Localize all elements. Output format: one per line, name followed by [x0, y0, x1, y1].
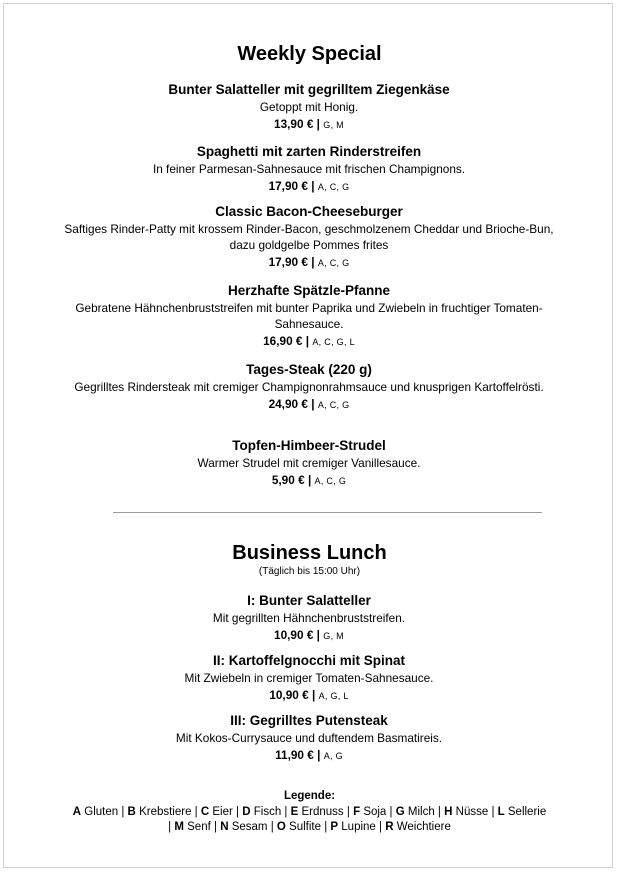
legend-code: C	[200, 806, 210, 818]
item-description: Gebratene Hähnchenbruststreifen mit bunter Paprika und Zwiebeln in fruchtiger Tomaten-Sahnesauce.	[75, 301, 543, 331]
legend-entry	[128, 806, 192, 818]
menu-item	[60, 82, 558, 133]
price-separator: |	[316, 117, 320, 131]
legend-code: F	[353, 806, 361, 818]
item-price: 24,90 €	[268, 397, 308, 411]
item-description: Gegrilltes Rindersteak mit cremiger Champignonrahmsauce und knusprigen Kartoffelrösti.	[74, 380, 544, 394]
item-price-line	[60, 178, 558, 195]
legend-label: Soja	[363, 806, 387, 818]
item-price-line	[60, 116, 558, 133]
legend-entry	[330, 821, 375, 833]
item-allergens: A, C, G	[314, 476, 347, 486]
legend-code: P	[330, 821, 339, 833]
legend-label: Lupine	[341, 821, 376, 833]
legend-title: Legende:	[283, 790, 336, 802]
price-separator: |	[305, 334, 310, 348]
legend-entry	[396, 806, 435, 818]
legend-code: M	[174, 821, 184, 833]
item-price-line	[60, 747, 558, 764]
price-separator: |	[311, 397, 315, 411]
item-price: 17,90 €	[268, 255, 308, 269]
item-name: II: Kartoffelgnocchi mit Spinat	[212, 653, 405, 668]
legend-entry	[277, 821, 321, 833]
item-price-line	[60, 472, 558, 489]
legend-code: A	[72, 806, 82, 818]
menu-item	[60, 362, 558, 413]
legend-entry	[242, 806, 281, 818]
legend-label: Erdnuss	[301, 806, 344, 818]
price-separator: |	[311, 255, 315, 269]
menu-item	[60, 438, 558, 489]
legend-entry	[385, 821, 451, 833]
menu-item	[60, 653, 558, 704]
allergen-legend: A Gluten | B Krebstiere | C Eier | D Fisch | E Erdnuss | F Soja | G Milch | H Nüsse | L Sellerie | M Senf | N Sesam | O Sulfite | P Lupine | R Weichtiere	[72, 806, 547, 833]
legend-code: N	[220, 821, 229, 833]
item-description: Mit gegrillten Hähnchenbruststreifen.	[212, 611, 406, 625]
item-price-line	[60, 254, 558, 271]
item-allergens: G, M	[323, 120, 344, 130]
price-separator: |	[317, 748, 321, 762]
menu-item	[60, 713, 558, 764]
item-price: 10,90 €	[269, 688, 309, 702]
item-name: Tages-Steak (220 g)	[246, 362, 372, 377]
item-price-line	[60, 627, 558, 644]
item-name: Bunter Salatteller mit gegrilltem Ziegenkäse	[168, 82, 450, 97]
legend-label: Nüsse	[455, 806, 489, 818]
legend-label: Fisch	[253, 806, 282, 818]
legend-entry	[291, 806, 344, 818]
menu-item	[60, 593, 558, 644]
item-description: Saftiges Rinder-Patty mit krossem Rinder-Bacon, geschmolzenem Cheddar und Brioche-Bun, dazu goldgelbe Pommes frites	[64, 222, 554, 252]
menu-item	[60, 204, 558, 271]
legend-entry	[220, 821, 267, 833]
legend-label: Krebstiere	[139, 806, 192, 818]
item-price-line	[60, 333, 558, 350]
item-name: I: Bunter Salatteller	[247, 593, 371, 608]
item-price: 17,90 €	[268, 179, 308, 193]
item-allergens: A, G, L	[318, 691, 349, 701]
legend-label: Sulfite	[289, 821, 322, 833]
item-allergens: A, G	[323, 751, 343, 761]
item-price: 5,90 €	[271, 473, 305, 487]
business-lunch-subtitle: (Täglich bis 15:00 Uhr)	[258, 566, 361, 577]
item-allergens: A, C, G	[317, 258, 350, 268]
price-separator: |	[307, 473, 312, 487]
legend-label: Milch	[407, 806, 435, 818]
legend-code: O	[276, 821, 286, 833]
price-separator: |	[311, 688, 316, 702]
legend-code: G	[395, 806, 405, 818]
item-description: In feiner Parmesan-Sahnesauce mit frischen Champignons.	[152, 162, 466, 176]
item-name: III: Gegrilltes Putensteak	[230, 713, 388, 728]
item-name: Topfen-Himbeer-Strudel	[232, 438, 386, 453]
legend-code: B	[127, 806, 136, 818]
item-allergens: A, C, G	[317, 182, 350, 192]
item-price: 16,90 €	[263, 334, 303, 348]
legend-code: E	[290, 806, 299, 818]
legend-code: R	[385, 821, 394, 833]
menu-item	[60, 144, 558, 195]
item-description: Getoppt mit Honig.	[259, 100, 359, 114]
legend-entry	[498, 806, 547, 818]
item-allergens: A, C, G	[317, 400, 350, 410]
legend-label: Sellerie	[507, 806, 547, 818]
legend-label: Senf	[187, 821, 211, 833]
item-allergens: G, M	[323, 631, 344, 641]
legend-code: D	[242, 806, 251, 818]
legend-code: H	[444, 806, 453, 818]
item-price: 10,90 €	[274, 628, 314, 642]
section-divider	[113, 512, 542, 513]
item-allergens: A, C, G, L	[312, 337, 355, 347]
weekly-special-title: Weekly Special	[237, 43, 382, 65]
menu-item	[60, 283, 558, 350]
item-name: Herzhafte Spätzle-Pfanne	[227, 283, 391, 298]
price-separator: |	[316, 628, 320, 642]
item-description: Mit Zwiebeln in cremiger Tomaten-Sahnesauce.	[184, 671, 434, 685]
legend-entry	[201, 806, 233, 818]
item-description: Warmer Strudel mit cremiger Vanillesauce.	[197, 456, 421, 470]
legend-label: Sesam	[231, 821, 268, 833]
item-price: 11,90 €	[275, 748, 314, 762]
item-name: Classic Bacon-Cheeseburger	[215, 204, 403, 219]
price-separator: |	[311, 179, 315, 193]
legend-entry	[353, 806, 386, 818]
item-price-line	[60, 396, 558, 413]
legend-label: Eier	[212, 806, 233, 818]
item-name: Spaghetti mit zarten Rinderstreifen	[196, 144, 422, 159]
legend-entry	[444, 806, 488, 818]
item-price-line	[60, 687, 558, 704]
legend-label: Weichtiere	[396, 821, 451, 833]
business-lunch-title: Business Lunch	[232, 542, 387, 564]
legend-entry	[73, 806, 118, 818]
legend-code: L	[497, 806, 505, 818]
legend-label: Gluten	[84, 806, 119, 818]
item-price: 13,90 €	[274, 117, 314, 131]
item-description: Mit Kokos-Currysauce und duftendem Basmatireis.	[175, 731, 443, 745]
legend-entry	[174, 821, 210, 833]
